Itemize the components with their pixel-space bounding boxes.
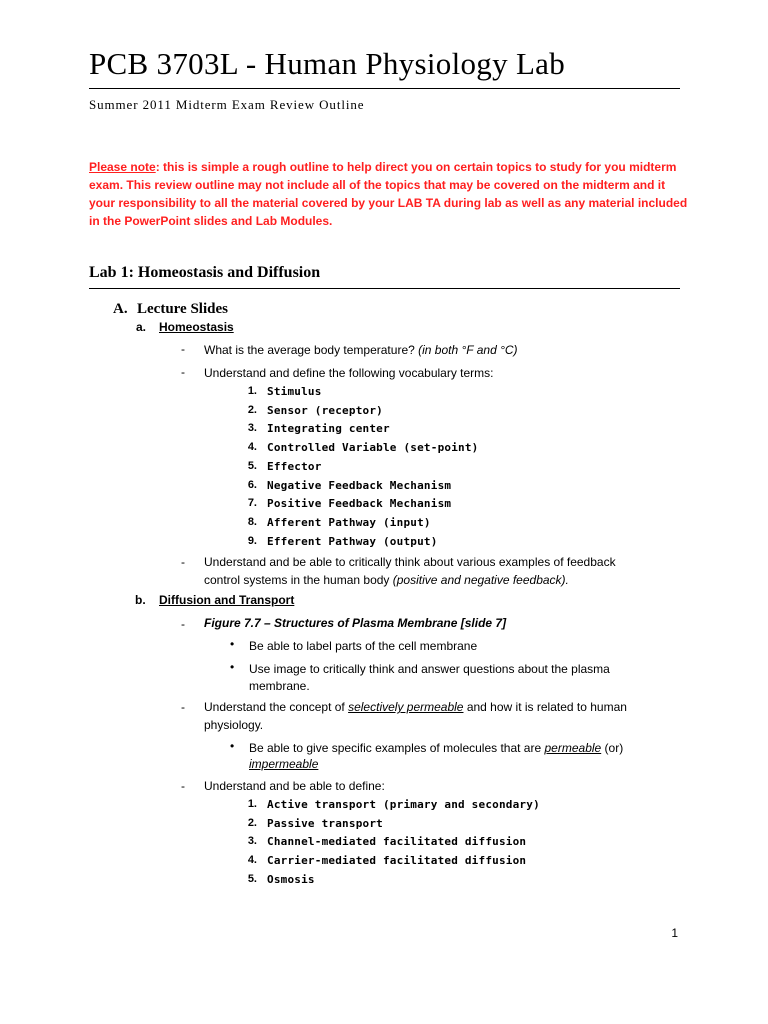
example-text: Be able to give specific examples of molecules that are [249,741,545,755]
dash-marker: - [181,700,185,714]
note-text: : this is simple a rough outline to help direct you on certain topics to study for you midterm exam. This review outline may not include all of the topics that may be covered on the midterm and it your responsibility to all the material covered by your LAB TA during lab as well as any material included in the PowerPoint slides and Lab Modules. [89,160,688,228]
feedback-line-2 [204,571,569,589]
list-number: 2. [247,403,257,416]
vocab-instruction: Understand and define the following vocabulary terms: [204,366,494,380]
section-marker: A. [113,301,128,317]
list-item: Afferent Pathway (input) [267,515,431,529]
list-item: Integrating center [267,422,390,436]
feedback-text: control systems in the human body [204,573,393,587]
example-or: (or) [601,741,624,755]
page-number: 1 [671,926,678,940]
question-text: What is the average body temperature? [204,343,419,357]
list-number: 1. [247,798,257,810]
figure-bullet-1: Be able to label parts of the cell membrane [249,639,478,653]
list-number: 8. [247,515,257,528]
bullet-marker: • [230,660,235,674]
list-item: Stimulus [267,385,322,398]
list-item: Passive transport [267,816,383,830]
example-impermeable: impermeable [249,757,319,771]
list-number: 6. [247,478,257,491]
lab-heading-divider [89,288,680,289]
concept-line-2: physiology. [204,718,264,732]
bullet-marker: • [230,739,235,753]
example-permeable: permeable [544,741,602,755]
feedback-italic: (positive and negative feedback). [392,573,569,587]
section-title: Lecture Slides [137,301,228,317]
subsection-title: Homeostasis [159,320,234,334]
title-divider [89,88,680,89]
note-label: Please note [89,160,156,174]
list-number: 5. [247,459,257,472]
list-number: 1. [247,385,257,397]
dash-marker: - [181,779,185,793]
subsection-marker: a. [136,320,147,334]
list-item: Positive Feedback Mechanism [267,497,452,511]
dash-marker: - [181,555,185,569]
dash-marker: - [181,617,185,631]
concept-text: Understand the concept of [204,700,349,714]
list-item: Osmosis [267,872,315,886]
list-item: Sensor (receptor) [267,403,383,417]
list-item: Active transport (primary and secondary) [267,798,540,811]
lab-heading: Lab 1: Homeostasis and Diffusion [89,264,321,281]
list-item: Channel-mediated facilitated diffusion [267,835,527,849]
note-paragraph [89,158,689,230]
list-number: 3. [247,835,257,848]
list-item: Controlled Variable (set-point) [267,441,479,455]
list-number: 7. [247,497,257,510]
list-item: Effector [267,459,322,473]
page-title: PCB 3703L - Human Physiology Lab [89,46,566,81]
question-italic: (in both °F and °C) [418,343,518,357]
figure-reference: Figure 7.7 – Structures of Plasma Membrane [slide 7] [204,616,507,630]
subsection-title: Diffusion and Transport [159,593,295,607]
list-number: 5. [247,872,257,885]
concept-line-1 [204,698,627,716]
list-item: Carrier-mediated facilitated diffusion [267,854,527,868]
list-number: 9. [247,534,257,547]
dash-marker: - [181,365,185,379]
subsection-marker: b. [135,593,146,607]
list-number: 3. [247,422,257,435]
dash-marker: - [181,342,185,356]
figure-bullet-2-line-1: Use image to critically think and answer questions about the plasma [249,662,610,676]
list-item: Efferent Pathway (output) [267,534,438,548]
concept-text-end: and how it is related to human [463,700,627,714]
define-instruction: Understand and be able to define: [204,779,385,793]
list-number: 2. [247,816,257,829]
page-subtitle: Summer 2011 Midterm Exam Review Outline [89,97,365,112]
list-number: 4. [247,854,257,867]
question-body-temp [204,341,518,359]
list-number: 4. [247,441,257,454]
feedback-line-1: Understand and be able to critically think about various examples of feedback [204,555,616,569]
concept-term: selectively permeable [348,700,464,714]
bullet-marker: • [230,637,235,651]
list-item: Negative Feedback Mechanism [267,478,452,492]
figure-bullet-2-line-2: membrane. [249,679,310,693]
